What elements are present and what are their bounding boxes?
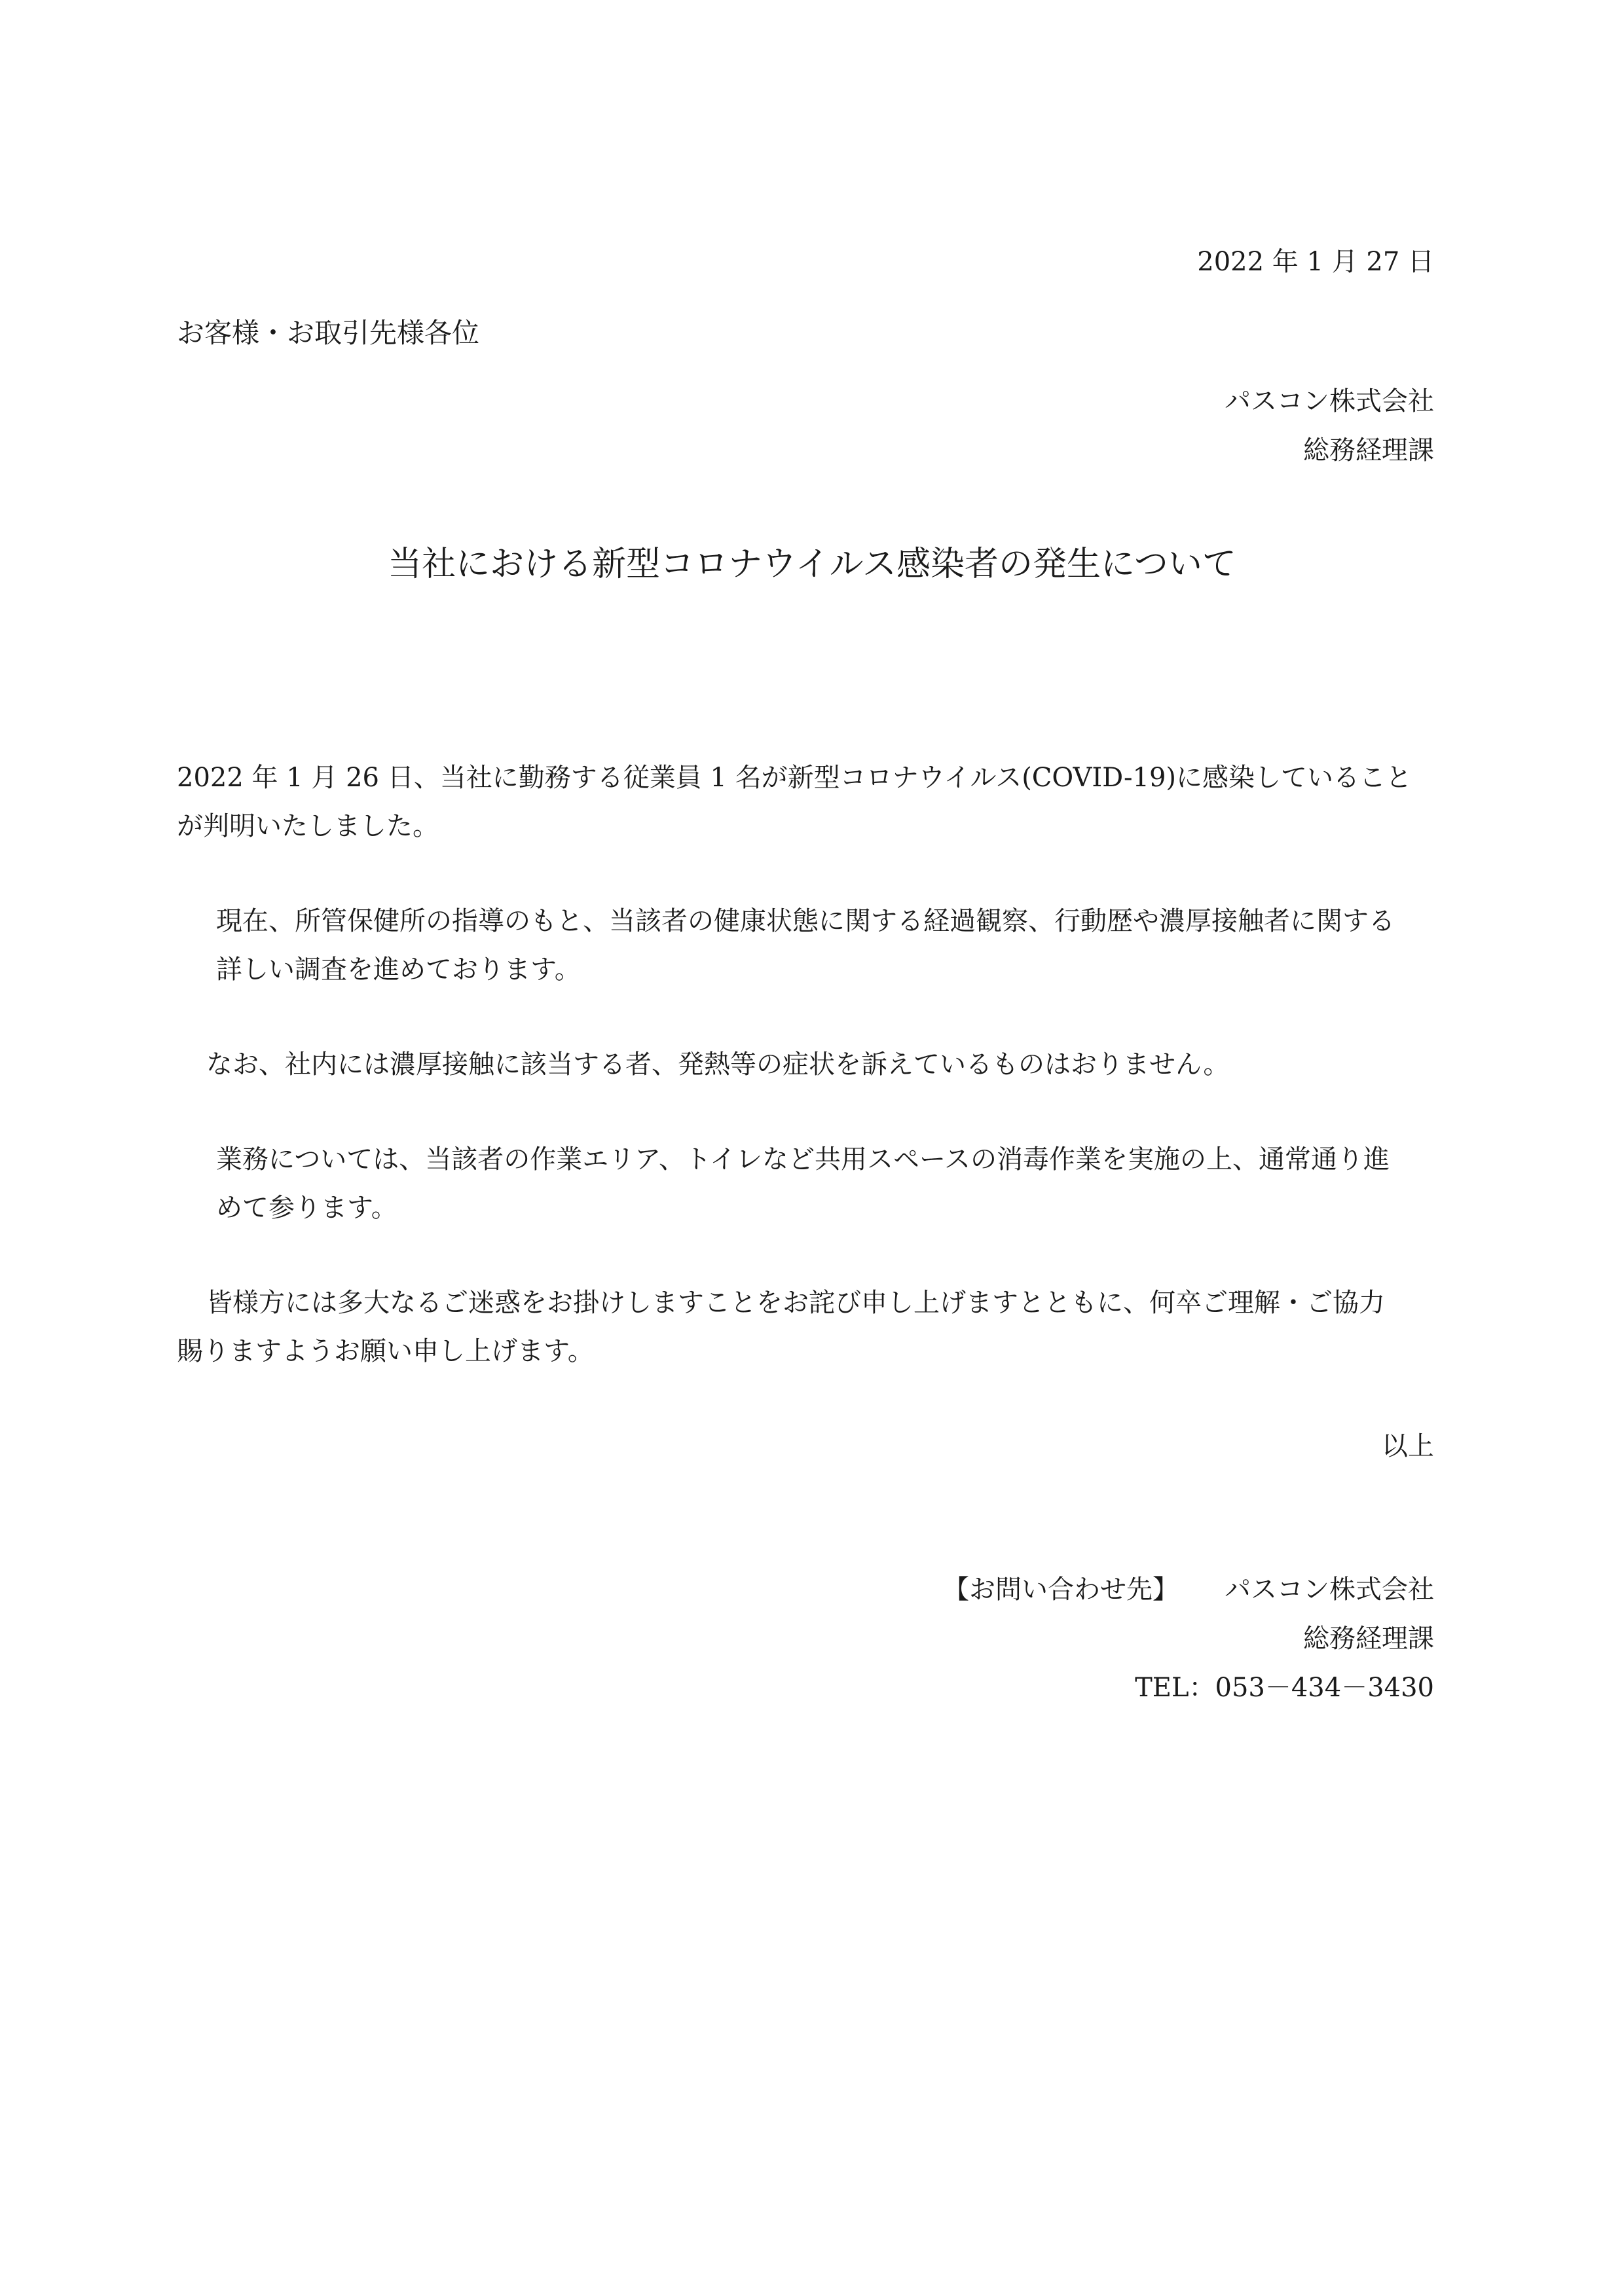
paragraph-2-line-1: 現在、所管保健所の指導のもと、当該者の健康状態に関する経過観察、行動歴や濃厚接触者に関する [216, 906, 1395, 936]
paragraph-2-line-2: 詳しい調査を進めております。 [216, 955, 581, 985]
addressee: お客様・お取引先様各位 [177, 317, 480, 349]
contact-heading [943, 1571, 1434, 1608]
paragraph-5-line-1: 皆様方には多大なるご迷惑をお掛けしますことをお詫び申し上げますとともに、何卒ご理解・ご協力 [206, 1288, 1385, 1318]
sender-department: 総務経理課 [1303, 435, 1434, 465]
document-date: 2022 年 1 月 27 日 [1197, 247, 1434, 277]
paragraph-5-line-2: 賜りますようお願い申し上げます。 [177, 1336, 594, 1366]
sender-company: パスコン株式会社 [1225, 386, 1434, 416]
paragraph-3-line-1: なお、社内には濃厚接触に該当する者、発熱等の症状を訴えているものはおりません。 [206, 1049, 1230, 1080]
paragraph-1-line-2: が判明いたしました。 [177, 811, 439, 841]
closing-remark: 以上 [1382, 1431, 1434, 1461]
contact-tel: TEL：053－434－3430 [1135, 1673, 1434, 1703]
paragraph-4-line-2: めて参ります。 [216, 1193, 397, 1223]
contact-label: 【お問い合わせ先】 [943, 1575, 1179, 1605]
contact-department: 総務経理課 [1303, 1624, 1434, 1654]
paragraph-1-line-1: 2022 年 1 月 26 日、当社に勤務する従業員 1 名が新型コロナウイルス(COVID-19)に感染していること [177, 763, 1412, 793]
contact-company: パスコン株式会社 [1225, 1575, 1434, 1605]
document-title: 当社における新型コロナウイルス感染者の発生について [388, 545, 1236, 584]
paragraph-4-line-1: 業務については、当該者の作業エリア、トイレなど共用スペースの消毒作業を実施の上、通常通り進 [216, 1144, 1390, 1175]
